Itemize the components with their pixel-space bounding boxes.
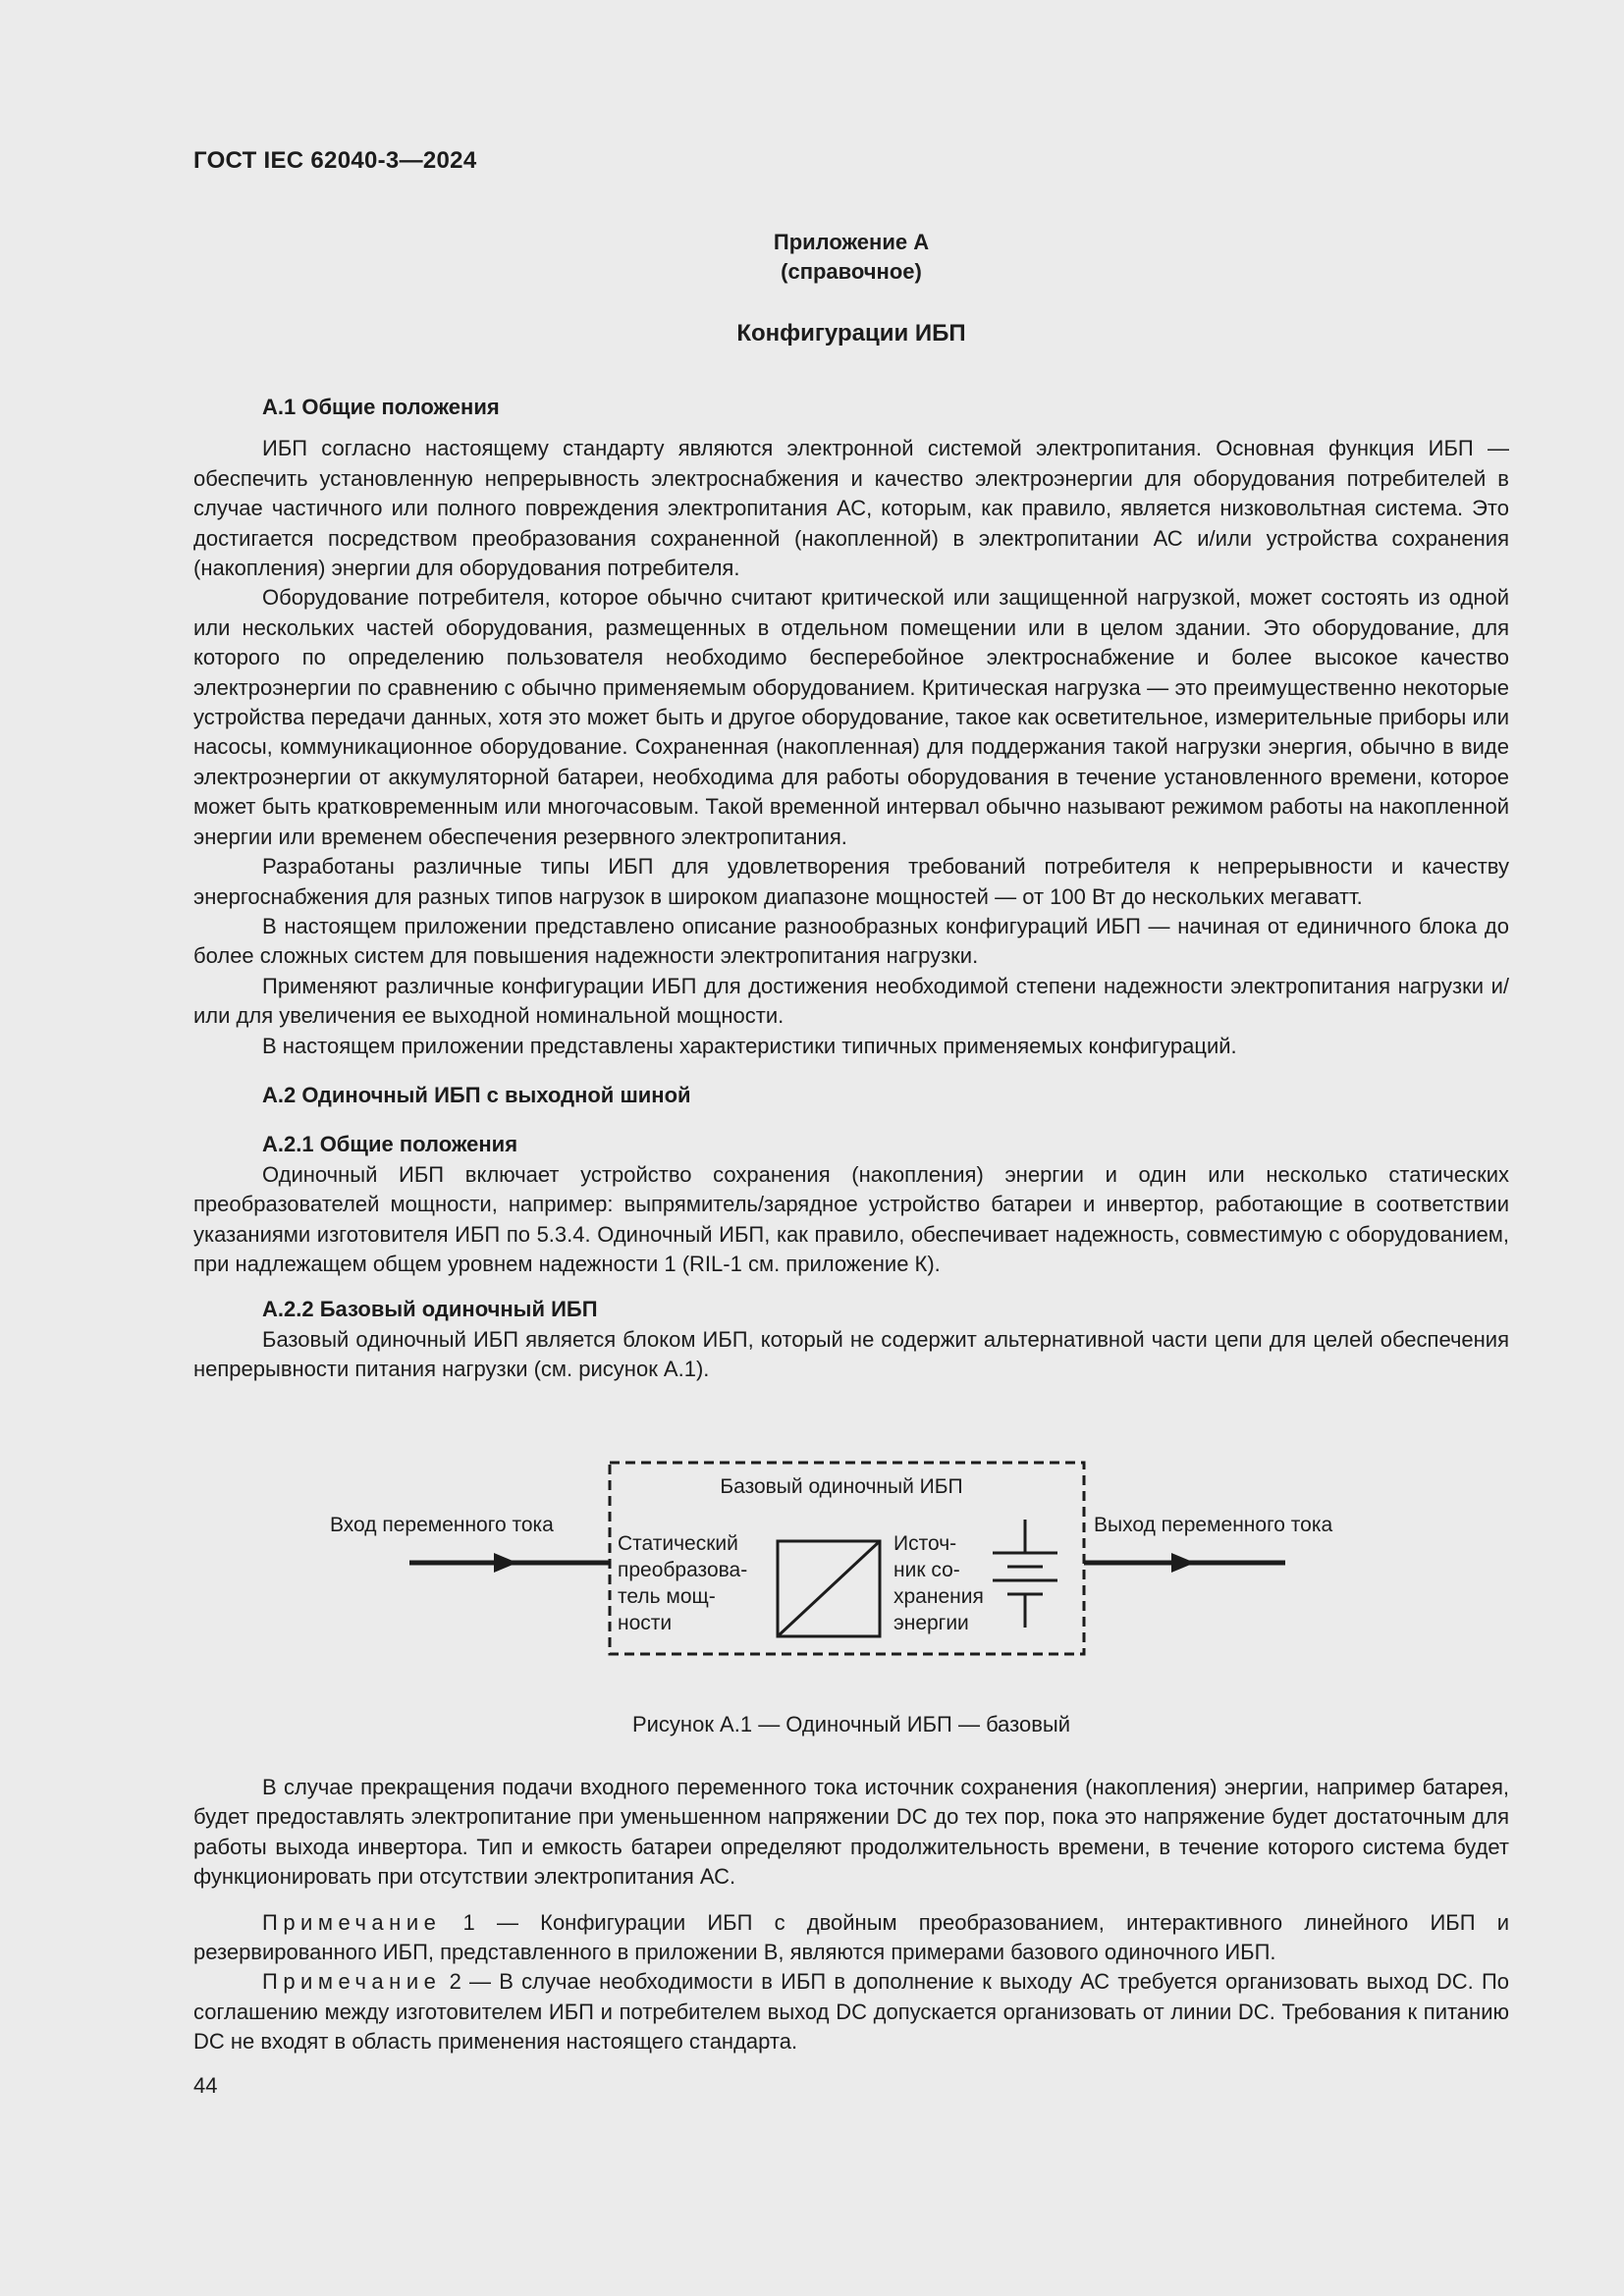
storage-label-line1: Источ-	[893, 1532, 957, 1555]
converter-diagonal	[778, 1541, 880, 1636]
section-heading-a1: А.1 Общие положения	[262, 395, 500, 419]
battery-icon	[993, 1520, 1057, 1628]
appendix-heading	[193, 228, 1509, 287]
paragraph: Оборудование потребителя, которое обычно считают критической или защищенной нагрузкой, может состоять из одной или нескольких частей оборудования, размещенных в отдельном помещении или в целом здании. Это оборудование, для которого по определению пользователя необходимо бесперебойное электроснабжение и более высокое качество электроэнергии по сравнению с обычно применяемым оборудованием. Критическая нагрузка — это преимущественно некоторые устройства передачи данных, хотя это может быть и другое оборудование, такое как осветительное, измерительные приборы или насосы, коммуникационное оборудование. Сохраненная (накопленная) для поддержания такой нагрузки энергия, обычно в виде электроэнергии от аккумуляторной батареи, необходима для работы оборудования в течение установленного времени, которое может быть кратковременным или многочасовым. Такой временной интервал обычно называют режимом работы на накопленной энергии или временем обеспечения резервного электропитания.	[193, 585, 1509, 849]
paragraph: ИБП согласно настоящему стандарту являются электронной системой электропитания. Основная функция ИБП — обеспечить установленную непрерывность электроснабжения и качество электроэнергии для оборудования потребителей в случае частичного или полного повреждения электропитания АС, которым, как правило, является низковольтная система. Это достигается посредством преобразования сохраненной (накопленной) в электропитании АС и/или устройства сохранения (накопления) энергии для оборудования потребителя.	[193, 436, 1509, 581]
paragraph: Одиночный ИБП включает устройство сохранения (накопления) энергии и один или несколько статических преобразователей мощности, например: выпрямитель/зарядное устройство батареи и инвертор, работающие в соответствии указаниями изготовителя ИБП по 5.3.4. Одиночный ИБП, как правило, обеспечивает надежность, совместимую с оборудованием, при надлежащем общем уровнем надежности 1 (RIL-1 см. приложение К).	[193, 1161, 1509, 1276]
note-number: 2	[449, 1969, 461, 1995]
document-title: Конфигурации ИБП	[736, 320, 966, 347]
figure-caption: Рисунок А.1 — Одиночный ИБП — базовый	[631, 1712, 1071, 1736]
note-number: 1	[462, 1909, 475, 1935]
paragraph: В настоящем приложении представлено описание разнообразных конфигураций ИБП — начиная от единичного блока до более сложных систем для повышения надежности электропитания нагрузки.	[193, 913, 1509, 969]
note-text: — В случае необходимости в ИБП в дополнение к выходу АС требуется организовать выход DC. По соглашению между изготовителем ИБП и потребителем выход DC допускается организовать от линии DC. Требования к питанию DC не входят в область применения настоящего стандарта.	[193, 1969, 1509, 2055]
text-block-a1	[193, 393, 1509, 1385]
section-heading-a21: А.2.1 Общие положения	[262, 1132, 518, 1157]
note-2	[193, 1967, 1509, 2056]
page-number: 44	[193, 2073, 218, 2098]
figure-a1	[193, 1453, 1509, 1679]
box-title: Базовый одиночный ИБП	[720, 1475, 963, 1498]
text-block-after-figure	[193, 1773, 1509, 2057]
standard-header: ГОСТ IEC 62040-3—2024	[193, 147, 477, 174]
converter-label-line3: тель мощ-	[618, 1585, 716, 1608]
storage-label-line3: хранения	[893, 1585, 984, 1608]
paragraph: Базовый одиночный ИБП является блоком ИБП, который не содержит альтернативной части цепи для целей обеспечения непрерывности питания нагрузки (см. рисунок А.1).	[193, 1326, 1509, 1382]
paragraph: Разработаны различные типы ИБП для удовлетворения требований потребителя к непрерывности и качеству энергоснабжения для разных типов нагрузок в широком диапазоне мощностей — от 100 Вт до нескольких мегаватт.	[193, 854, 1509, 909]
storage-label-line4: энергии	[893, 1612, 969, 1634]
paragraph: В настоящем приложении представлены характеристики типичных применяемых конфигураций.	[262, 1033, 1237, 1058]
note-label: Примечание	[262, 1909, 442, 1935]
converter-label-line4: ности	[618, 1612, 673, 1634]
note-1	[193, 1908, 1509, 1968]
converter-label-line1: Статический	[618, 1532, 738, 1555]
input-label: Вход переменного тока	[330, 1514, 554, 1536]
note-label: Примечание	[262, 1969, 442, 1995]
appendix-title: Приложение А	[773, 230, 930, 254]
section-heading-a2: А.2 Одиночный ИБП с выходной шиной	[262, 1082, 691, 1107]
paragraph: Применяют различные конфигурации ИБП для достижения необходимой степени надежности электропитания нагрузки и/или для увеличения ее выходной номинальной мощности.	[193, 973, 1509, 1029]
converter-label-line2: преобразова-	[618, 1559, 748, 1581]
output-arrow-icon	[1171, 1553, 1195, 1573]
output-label: Выход переменного тока	[1094, 1514, 1333, 1536]
note-text: — Конфигурации ИБП с двойным преобразованием, интерактивного линейного ИБП и резервированного ИБП, представленного в приложении В, являются примерами базового одиночного ИБП.	[193, 1909, 1509, 1965]
section-heading-a22: А.2.2 Базовый одиночный ИБП	[262, 1297, 598, 1322]
input-arrow-icon	[494, 1553, 517, 1573]
storage-label-line2: ник со-	[893, 1559, 960, 1581]
ups-block-diagram	[193, 1453, 1509, 1679]
appendix-type: (справочное)	[781, 259, 922, 284]
paragraph: В случае прекращения подачи входного переменного тока источник сохранения (накопления) энергии, например батарея, будет предоставлять электропитание при уменьшенном напряжении DC до тех пор, пока это напряжение будет достаточным для работы выхода инвертора. Тип и емкость батареи определяют продолжительность времени, в течение которого система будет функционировать при отсутствии электропитания АС.	[193, 1775, 1509, 1890]
